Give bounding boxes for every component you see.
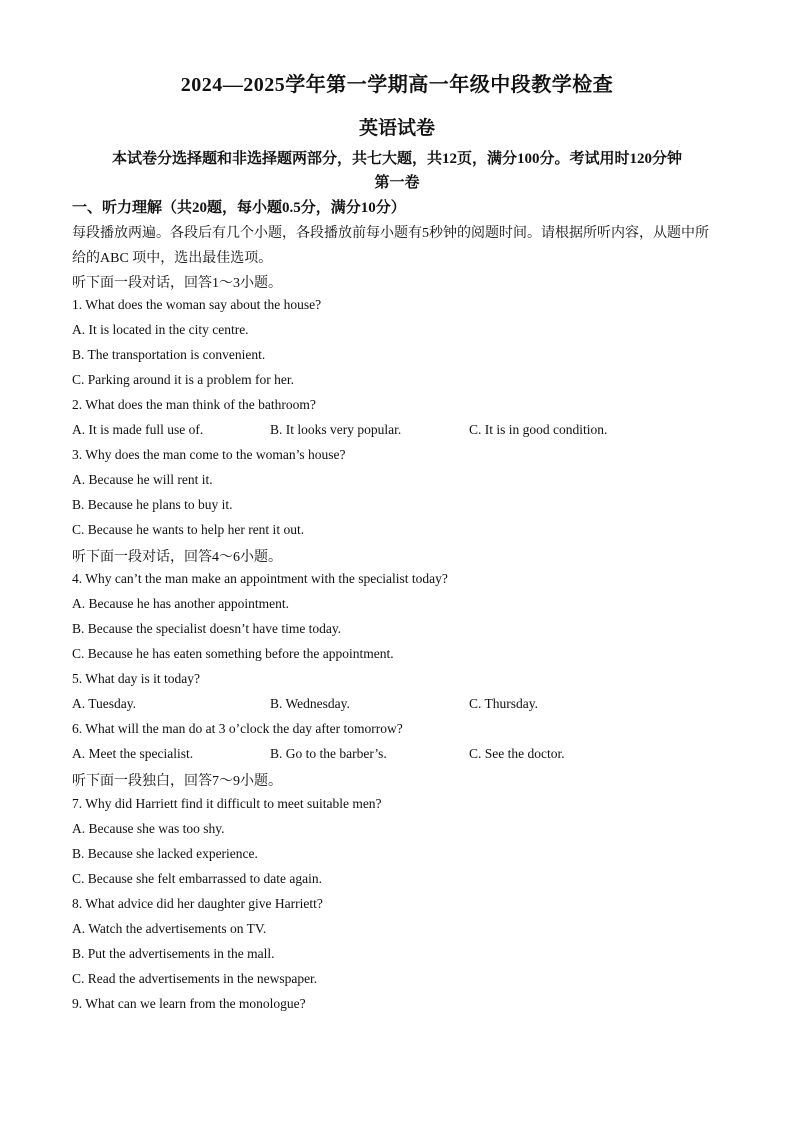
question-4-stem: 4. Why can’t the man make an appointment with the specialist today? [72,571,448,586]
question-3-option-a: A. Because he will rent it. [72,472,213,487]
question-8-option-c: C. Read the advertisements in the newspaper. [72,971,318,986]
question-7-option-a: A. Because she was too shy. [72,821,225,836]
dialogue-prompt-2: 听下面一段对话，回答4～6小题。 [72,550,282,565]
question-5-option-b: B. Wednesday. [270,696,350,711]
question-1-stem: 1. What does the woman say about the house? [72,297,322,312]
question-7-option-c: C. Because she felt embarrassed to date again. [72,871,323,886]
question-6-option-a: A. Meet the specialist. [72,746,194,761]
question-4-option-c: C. Because he has eaten something before the appointment. [72,646,394,661]
question-6-option-b: B. Go to the barber’s. [270,746,387,761]
question-5-option-a: A. Tuesday. [72,696,137,711]
question-5-option-c: C. Thursday. [469,696,538,711]
question-2-option-a: A. It is made full use of. [72,422,204,437]
subject-title: 英语试卷 [358,118,435,139]
question-4-option-b: B. Because the specialist doesn’t have time today. [72,621,342,636]
question-1-option-c: C. Parking around it is a problem for her. [72,372,294,387]
question-8-stem: 8. What advice did her daughter give Harriett? [72,896,323,911]
question-3-option-b: B. Because he plans to buy it. [72,497,233,512]
dialogue-prompt-1: 听下面一段对话，回答1～3小题。 [72,276,282,291]
question-2-option-b: B. It looks very popular. [270,422,402,437]
monologue-prompt: 听下面一段独白，回答7～9小题。 [72,774,282,789]
question-8-option-b: B. Put the advertisements in the mall. [72,946,275,961]
question-1-option-a: A. It is located in the city centre. [72,322,249,337]
question-3-stem: 3. Why does the man come to the woman’s house? [72,447,346,462]
question-4-option-a: A. Because he has another appointment. [72,596,290,611]
exam-notice: 本试卷分选择题和非选择题两部分，共七大题，共12页，满分100分。考试用时120分钟 [111,151,682,167]
instructions-line-1: 每段播放两遍。各段后有几个小题，各段播放前每小题有5秒钟的阅题时间。请根据所听内容，从题中所 [72,226,709,241]
question-2-stem: 2. What does the man think of the bathroom? [72,397,316,412]
question-7-stem: 7. Why did Harriett find it difficult to meet suitable men? [72,796,382,811]
question-7-option-b: B. Because she lacked experience. [72,846,258,861]
question-6-option-c: C. See the doctor. [469,746,565,761]
question-5-stem: 5. What day is it today? [72,671,200,686]
question-9-stem: 9. What can we learn from the monologue? [72,996,306,1011]
volume-label: 第一卷 [374,175,420,191]
question-6-stem: 6. What will the man do at 3 o’clock the day after tomorrow? [72,721,403,736]
question-2-option-c: C. It is in good condition. [469,422,608,437]
question-1-option-b: B. The transportation is convenient. [72,347,266,362]
question-3-option-c: C. Because he wants to help her rent it out. [72,522,305,537]
section-heading: 一、听力理解（共20题，每小题0.5分，满分10分） [72,200,406,216]
exam-title: 2024—2025学年第一学期高一年级中段教学检查 [180,74,614,96]
question-8-option-a: A. Watch the advertisements on TV. [72,921,267,936]
instructions-line-2: 给的ABC 项中，选出最佳选项。 [72,251,273,266]
